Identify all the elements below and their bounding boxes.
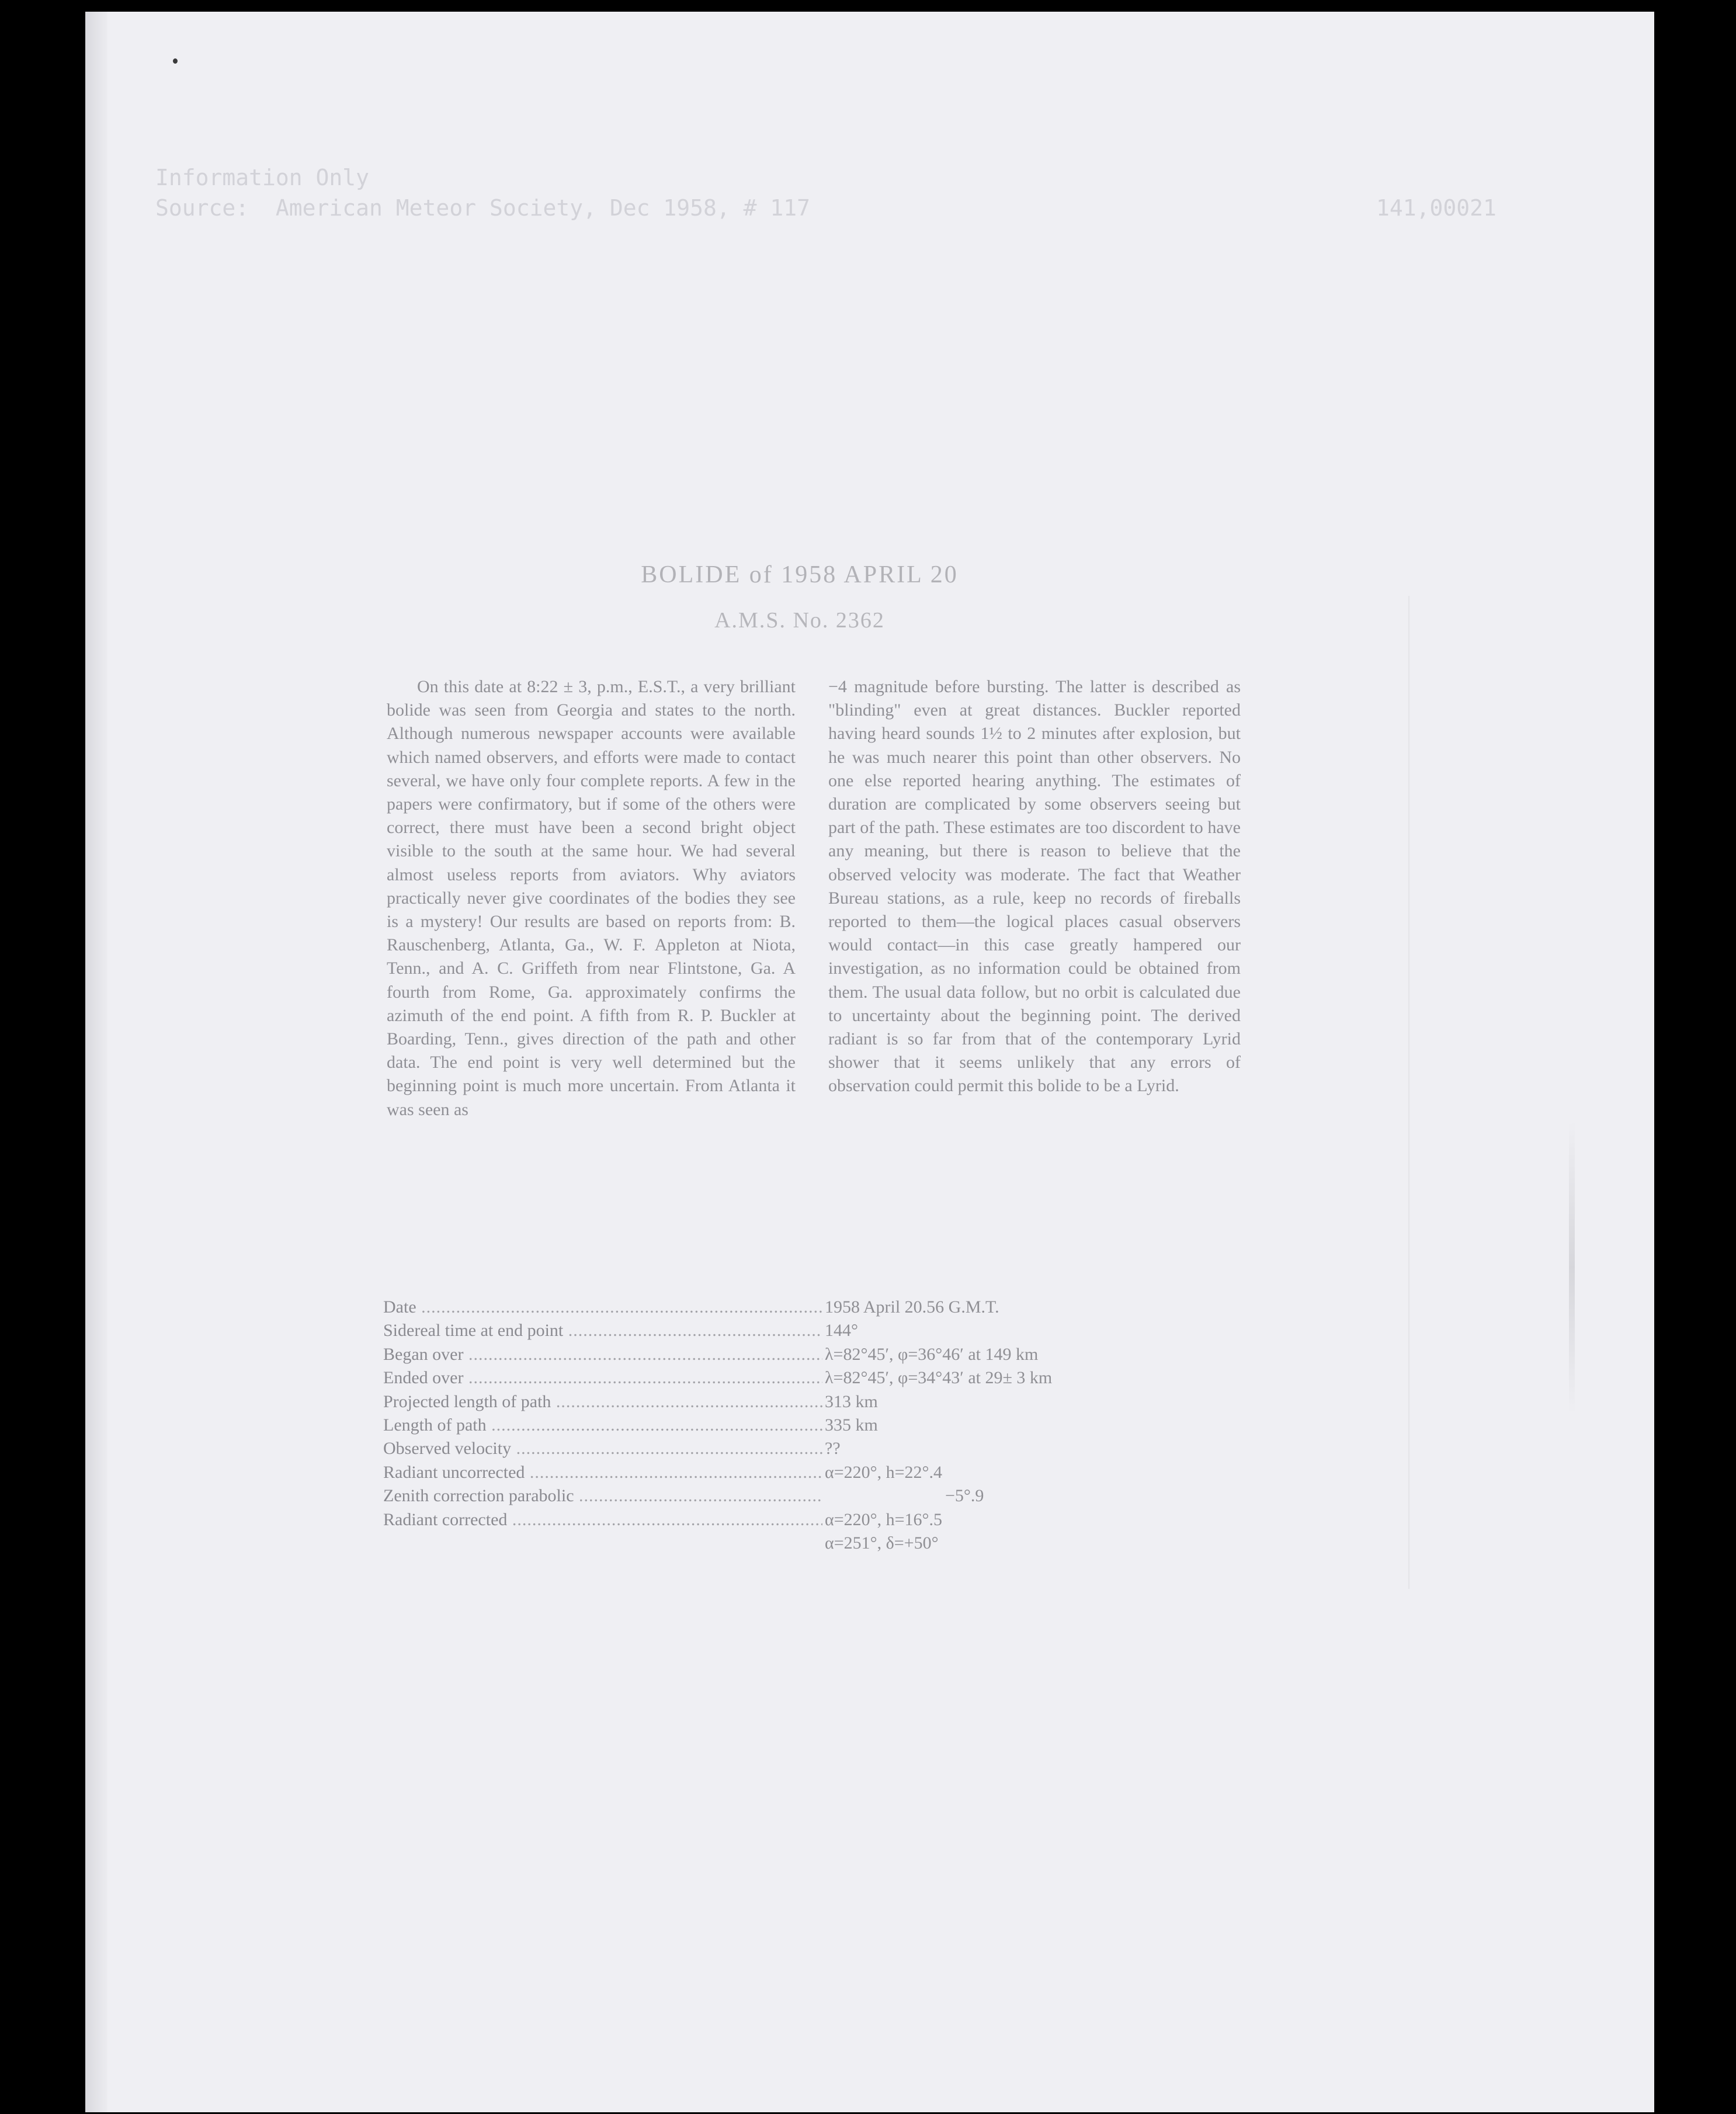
data-value: ?? — [825, 1439, 841, 1459]
data-value: λ=82°45′, φ=34°43′ at 29± 3 km — [825, 1368, 1053, 1388]
data-value: α=220°, h=16°.5 — [825, 1509, 943, 1529]
data-value: λ=82°45′, φ=36°46′ at 149 km — [825, 1344, 1039, 1364]
data-value: 335 km — [825, 1415, 878, 1435]
article-subtitle: A.M.S. No. 2362 — [714, 608, 885, 633]
data-row-observed-velocity — [383, 1437, 1341, 1460]
data-label: Observed velocity ..... — [383, 1437, 822, 1460]
data-row-radiant-uncorrected — [383, 1461, 1341, 1484]
dust-speck — [173, 58, 178, 64]
data-label: Began over ..... — [383, 1343, 822, 1366]
data-row-length-of-path — [383, 1414, 1341, 1437]
data-row-radiant-equatorial — [383, 1532, 1341, 1555]
data-value: 313 km — [825, 1391, 878, 1411]
article-title: BOLIDE of 1958 APRIL 20 — [641, 561, 959, 588]
data-value: 144° — [825, 1321, 858, 1341]
data-label: Radiant uncorrected ..... — [383, 1461, 822, 1484]
data-row-date — [383, 1296, 1341, 1319]
data-row-began-over — [383, 1343, 1341, 1366]
data-label — [383, 1532, 822, 1555]
data-label: Date ..... — [383, 1296, 822, 1319]
scan-smudge — [1569, 1122, 1575, 1414]
data-label: Length of path ..... — [383, 1414, 822, 1437]
document-page — [85, 12, 1654, 2112]
faded-header-line-2: Source: American Meteor Society, Dec 1958, # 117 — [155, 195, 811, 221]
data-value: 1958 April 20.56 G.M.T. — [825, 1297, 999, 1317]
bolide-data-table — [383, 1296, 1341, 1555]
data-row-sidereal-time — [383, 1319, 1341, 1342]
data-label: Zenith correction parabolic ..... — [383, 1484, 822, 1508]
data-row-zenith-correction — [383, 1484, 1341, 1508]
page-edge-shadow — [85, 12, 107, 2112]
data-row-projected-length — [383, 1390, 1341, 1414]
article-right-column: −4 magnitude before bursting. The latter is described as "blinding" even at great distances. Buckler reported having heard sounds 1½ to 2 minutes after explosion, but he was much nearer this point than other observers. No one else reported hearing anything. The estimates of duration are complicated by some observers seeing but part of the path. These estimates are too discordent to have any meaning, but there is reason to believe that the observed velocity was moderate. The fact that Weather Bureau stations, as a rule, keep no records of fireballs reported to them—the logical places casual observers would contact—in this case greatly hampered our investigation, as no information could be obtained from them. The usual data follow, but no orbit is calculated due to uncertainty about the beginning point. The derived radiant is so far from that of the contemporary Lyrid shower that it seems unlikely that any errors of observation could permit this bolide to be a Lyrid. — [828, 677, 1241, 1096]
faded-header-left — [155, 162, 810, 223]
data-label: Sidereal time at end point ..... — [383, 1319, 822, 1342]
article-left-column: On this date at 8:22 ± 3, p.m., E.S.T., a very brilliant bolide was seen from Georgia and states to the north. Although numerous newspaper accounts were available which named observers, and efforts were made to contact several, we have only four complete reports. A few in the papers were confirmatory, but if some of the others were correct, there must have been a second bright object visible to the south at the same hour. We had several almost useless reports from aviators. Why aviators practically never give coordinates of the bodies they see is a mystery! Our results are based on reports from: B. Rauschenberg, Atlanta, Ga., W. F. Appleton at Niota, Tenn., and A. C. Griffeth from near Flintstone, Ga. A fourth from Rome, Ga. approximately confirms the azimuth of the end point. A fifth from R. P. Buckler at Boarding, Tenn., gives direction of the path and other data. The end point is very well determined but the beginning point is much more uncertain. From Atlanta it was seen as — [387, 677, 796, 1119]
data-label: Projected length of path ..... — [383, 1390, 822, 1414]
data-label: Ended over ..... — [383, 1366, 822, 1390]
data-value: α=220°, h=22°.4 — [825, 1462, 943, 1482]
data-value: α=251°, δ=+50° — [825, 1533, 939, 1553]
data-row-ended-over — [383, 1366, 1341, 1390]
faded-header-right: 141,00021 — [1376, 195, 1497, 221]
data-row-radiant-corrected — [383, 1508, 1341, 1532]
faded-header-line-1: Information Only — [155, 165, 370, 190]
faint-column-rule — [1408, 596, 1409, 1589]
data-label: Radiant corrected ..... — [383, 1508, 822, 1532]
data-value: −5°.9 — [945, 1486, 984, 1506]
